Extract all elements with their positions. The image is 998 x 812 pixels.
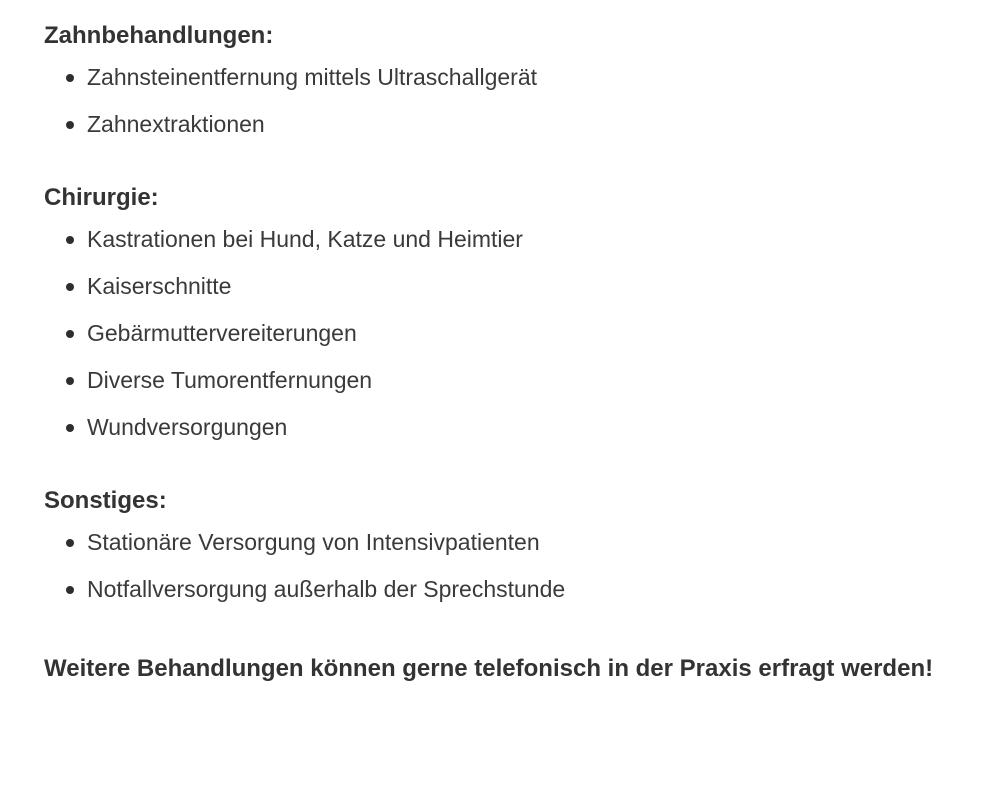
list-item — [44, 216, 998, 263]
bullet-icon — [66, 283, 74, 291]
list-item — [44, 54, 998, 101]
closing-note: Weitere Behandlungen können gerne telefonisch in der Praxis erfragt werden! — [44, 655, 934, 682]
list-sonstiges — [44, 519, 998, 613]
bullet-icon — [66, 539, 74, 547]
bullet-icon — [66, 424, 74, 432]
list-item — [44, 519, 998, 566]
list-zahnbehandlungen — [44, 54, 998, 148]
list-item-label: Zahnsteinentfernung mittels Ultraschallgerät — [87, 64, 538, 90]
section-heading-chirurgie: Chirurgie: — [44, 184, 159, 211]
bullet-icon — [66, 121, 74, 129]
list-item-label: Diverse Tumorentfernungen — [87, 367, 373, 393]
bullet-icon — [66, 586, 74, 594]
list-item — [44, 310, 998, 357]
list-chirurgie — [44, 216, 998, 451]
bullet-icon — [66, 377, 74, 385]
section-heading-sonstiges: Sonstiges: — [44, 487, 167, 514]
list-item-label: Gebärmuttervereiterungen — [87, 320, 357, 346]
list-item-label: Notfallversorgung außerhalb der Sprechstunde — [87, 576, 566, 602]
list-item-label: Wundversorgungen — [87, 414, 288, 440]
list-item — [44, 404, 998, 451]
section-heading-zahnbehandlungen: Zahnbehandlungen: — [44, 22, 274, 49]
list-item-label: Kaiserschnitte — [87, 273, 232, 299]
bullet-icon — [66, 74, 74, 82]
bullet-icon — [66, 330, 74, 338]
list-item-label: Zahnextraktionen — [87, 111, 265, 137]
list-item-label: Stationäre Versorgung von Intensivpatienten — [87, 529, 540, 555]
list-item — [44, 566, 998, 613]
list-item — [44, 357, 998, 404]
list-item — [44, 101, 998, 148]
bullet-icon — [66, 236, 74, 244]
list-item — [44, 263, 998, 310]
list-item-label: Kastrationen bei Hund, Katze und Heimtier — [87, 226, 523, 252]
